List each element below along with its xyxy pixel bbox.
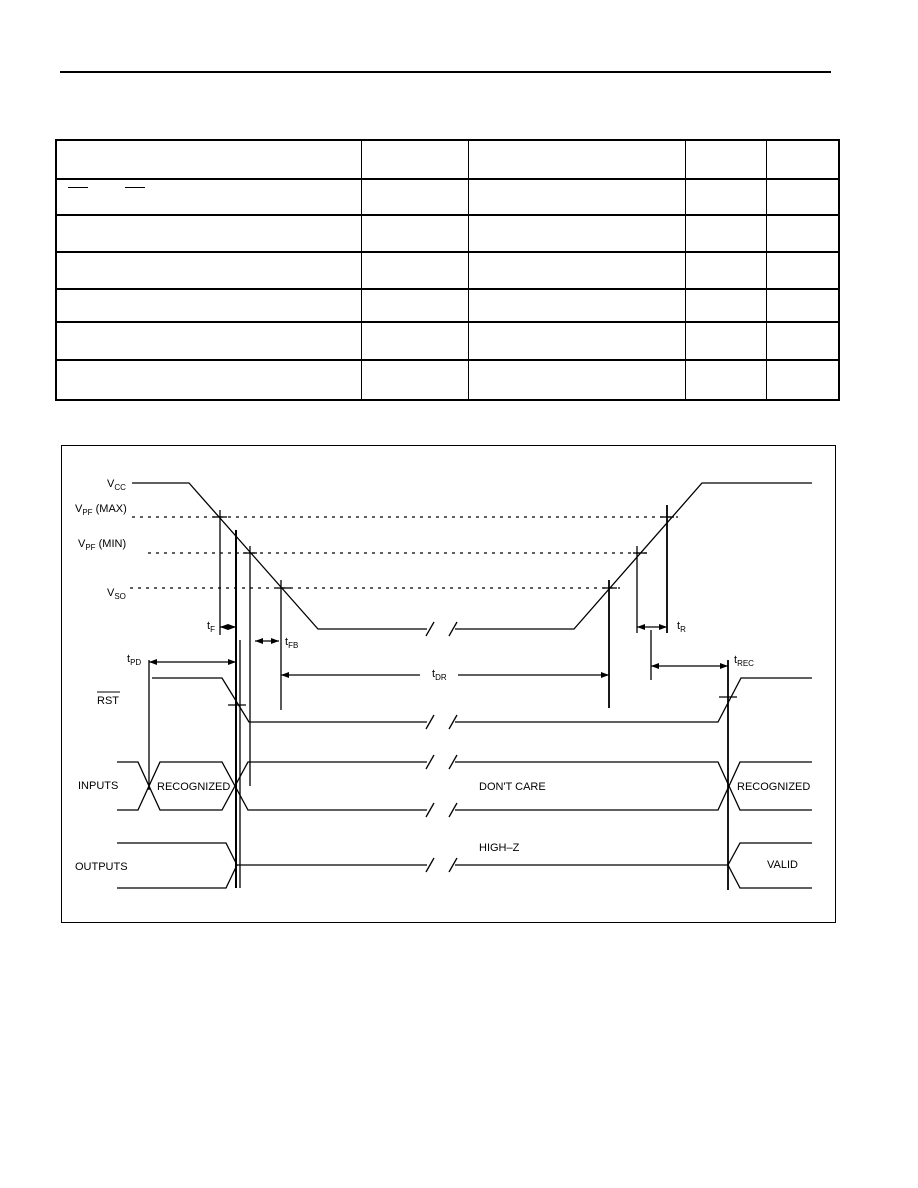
vcc-label: $V_{CC}$ — [107, 478, 126, 492]
arrowhead — [659, 624, 667, 630]
vpf-max-label: $V_{PF}$ (MAX) — [75, 503, 127, 517]
recognized-left-label: RECOGNIZED — [157, 781, 231, 793]
dont-care-label: DON'T CARE — [479, 781, 546, 793]
tdr-label: $t_{DR}$ — [432, 668, 447, 682]
tr-label: $t_R$ — [677, 620, 686, 634]
vcc-waveform — [132, 483, 427, 629]
break-mark — [426, 715, 434, 729]
tf-label: $t_F$ — [207, 620, 215, 634]
outputs-bottom — [117, 865, 237, 888]
arrowhead — [601, 672, 609, 678]
vpf-min-label: $V_{PF}$ (MIN) — [78, 538, 127, 552]
arrowhead — [220, 624, 228, 630]
inputs-label: INPUTS — [78, 780, 119, 792]
recognized-right-label: RECOGNIZED — [737, 781, 811, 793]
arrowhead — [637, 624, 645, 630]
arrowhead — [228, 659, 236, 665]
arrowhead — [720, 663, 728, 669]
arrowhead — [271, 638, 279, 644]
tfb-label: $t_{FB}$ — [285, 636, 299, 650]
vcc-waveform-recovery — [455, 483, 812, 629]
arrowhead — [228, 624, 236, 630]
rst-label: RST — [97, 695, 119, 707]
arrowhead — [255, 638, 263, 644]
vso-label: $V_{SO}$ — [107, 587, 126, 601]
outputs-top — [117, 843, 237, 865]
high-z-label: HIGH–Z — [479, 842, 520, 854]
valid-label: VALID — [767, 859, 798, 871]
trec-label: $t_{REC}$ — [734, 654, 754, 668]
break-mark — [426, 803, 434, 817]
tpd-label: $t_{PD}$ — [127, 653, 142, 667]
break-mark — [426, 755, 434, 769]
arrowhead — [149, 659, 157, 665]
rst-waveform-recovery — [455, 678, 812, 722]
arrowhead — [651, 663, 659, 669]
rst-waveform — [152, 678, 427, 722]
arrowhead — [281, 672, 289, 678]
break-mark — [426, 858, 434, 872]
break-mark — [426, 622, 434, 636]
outputs-label: OUTPUTS — [75, 861, 128, 873]
